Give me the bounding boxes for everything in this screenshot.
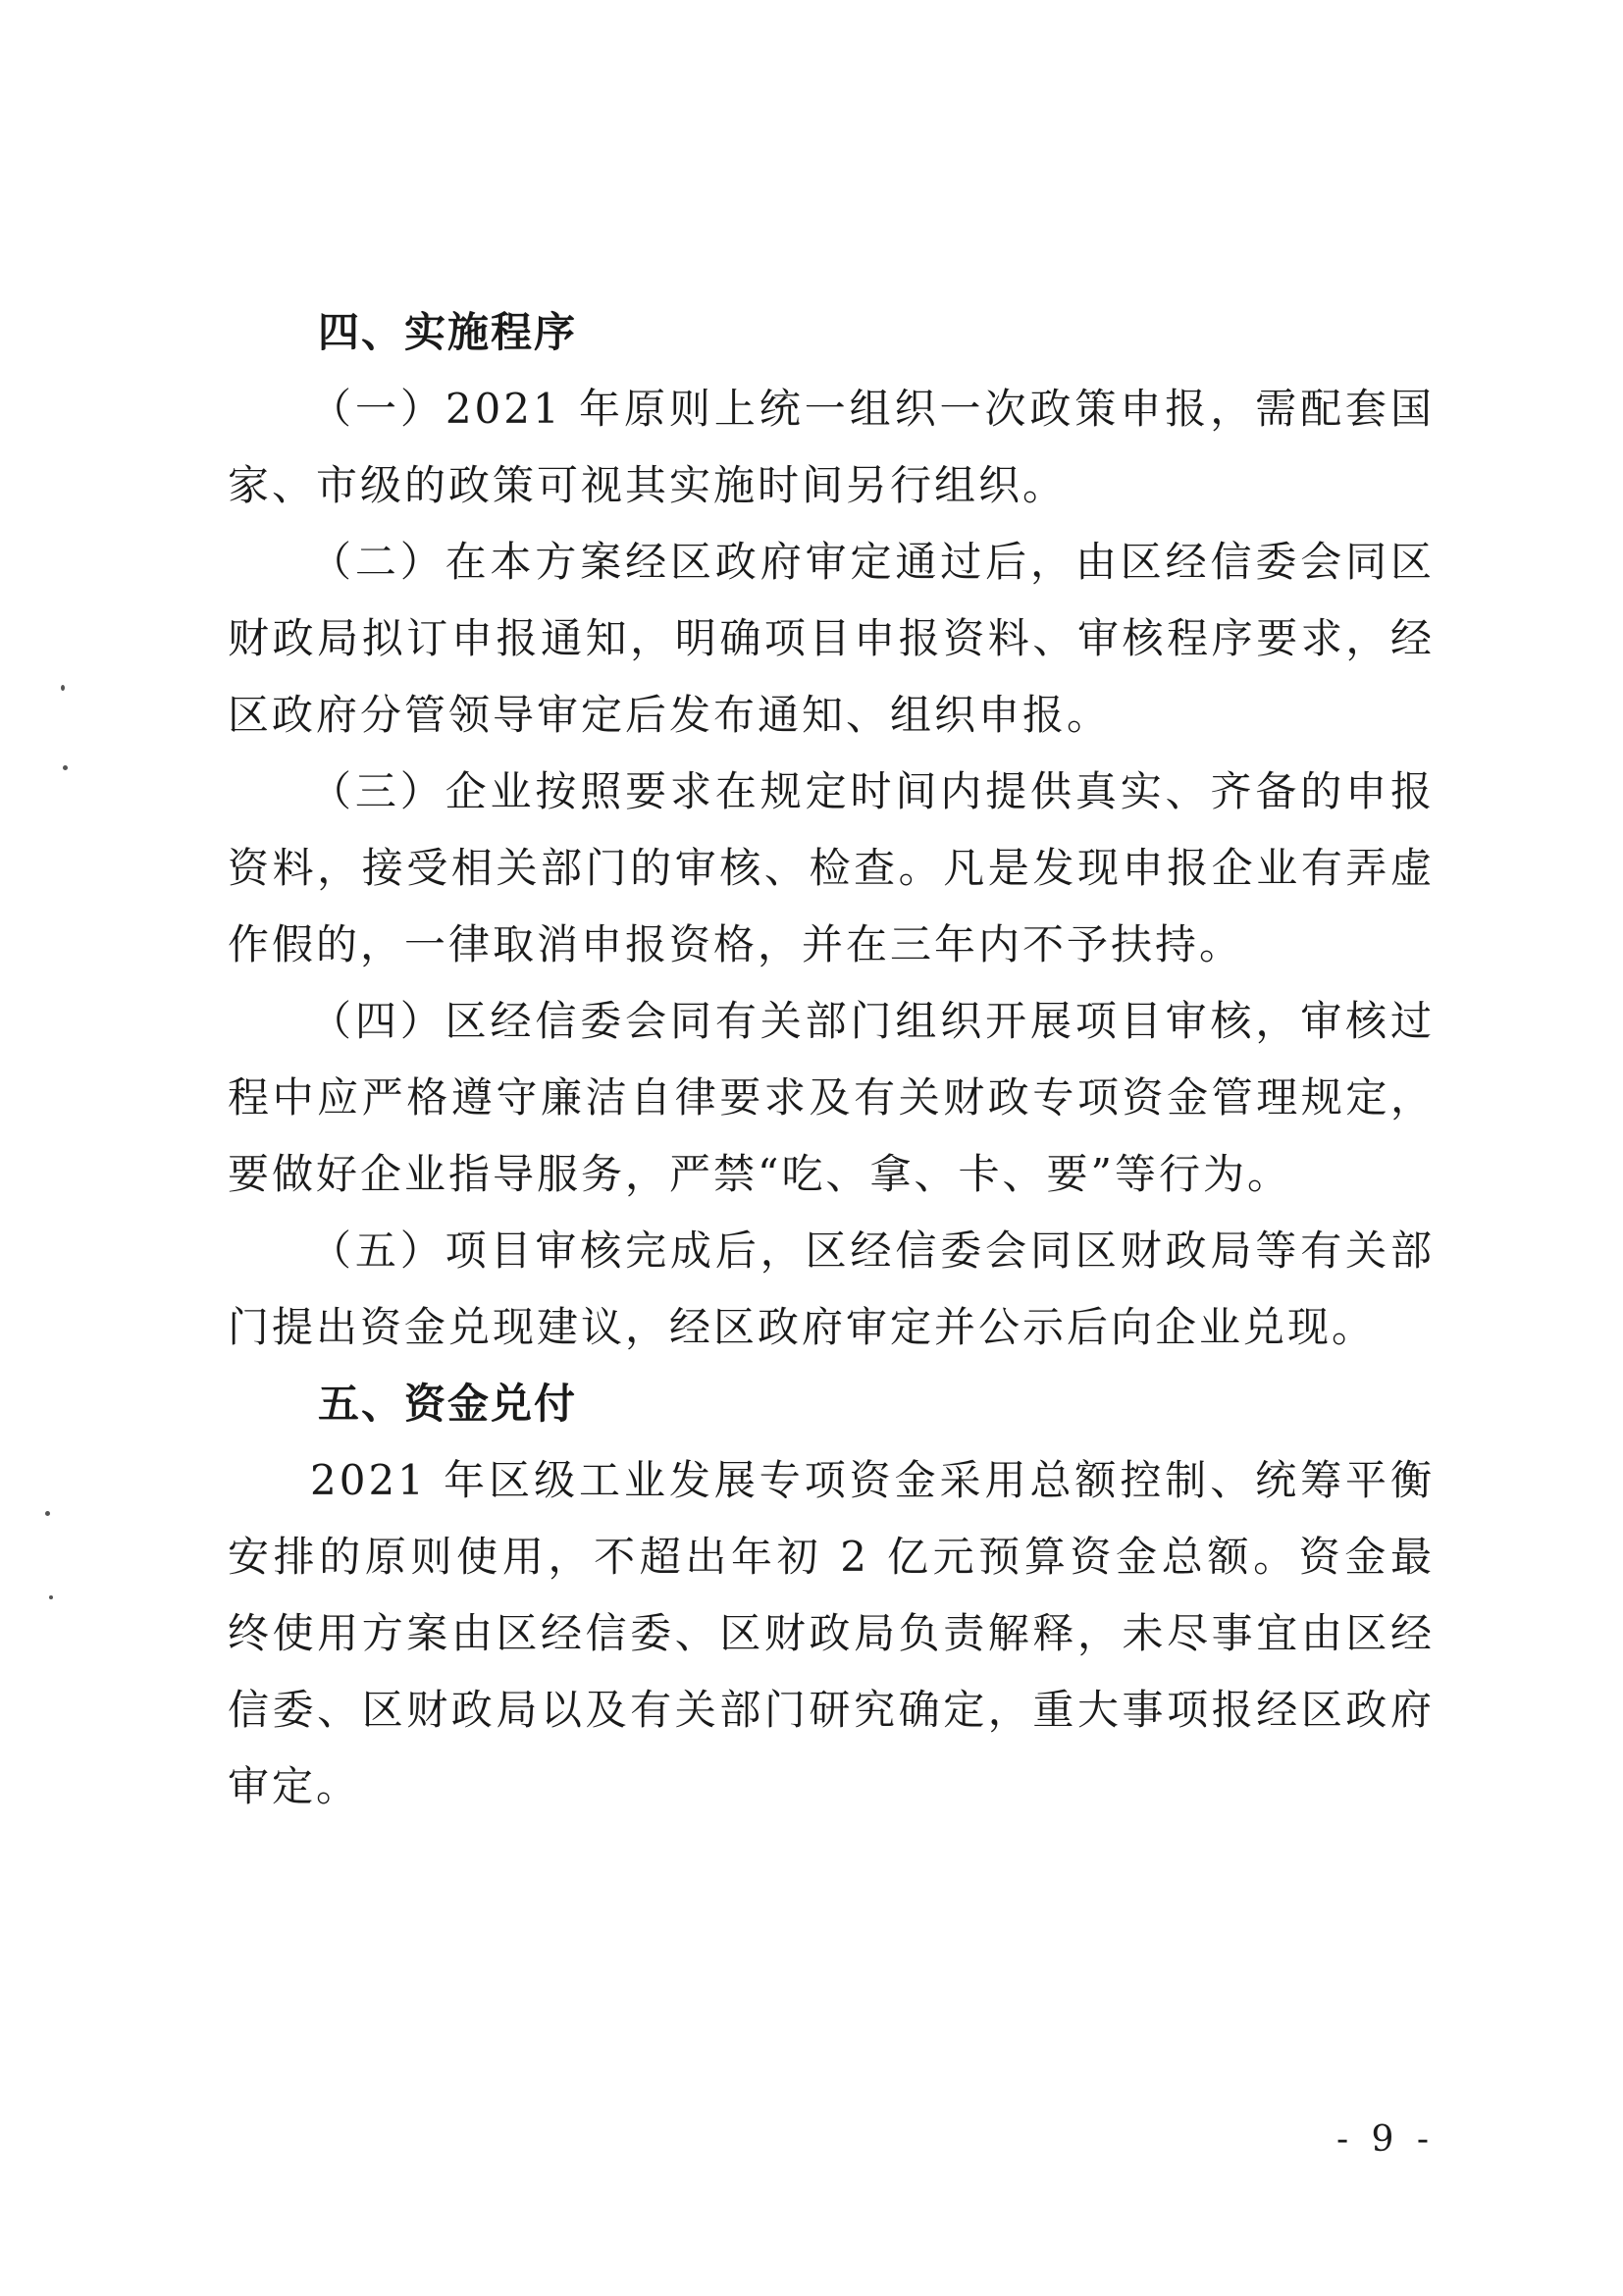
paragraph: （三）企业按照要求在规定时间内提供真实、齐备的申报资料，接受相关部门的审核、检查。凡是发现申报企业有弄虚作假的，一律取消申报资格，并在三年内不予扶持。 bbox=[228, 767, 1435, 968]
section-heading-implementation: 四、实施程序 bbox=[318, 308, 578, 356]
scan-speck bbox=[49, 1595, 53, 1599]
paragraph: （五）项目审核完成后，区经信委会同区财政局等有关部门提出资金兑现建议，经区政府审定并公示后向企业兑现。 bbox=[228, 1226, 1435, 1351]
paragraph: （二）在本方案经区政府审定通过后，由区经信委会同区财政局拟订申报通知，明确项目申报资料、审核程序要求，经区政府分管领导审定后发布通知、组织申报。 bbox=[228, 538, 1435, 739]
paragraph: （一）2021 年原则上统一组织一次政策申报，需配套国家、市级的政策可视其实施时间另行组织。 bbox=[228, 385, 1435, 509]
page-number: - 9 - bbox=[1335, 2119, 1436, 2160]
scan-speck bbox=[45, 1511, 50, 1516]
section-heading-funding: 五、资金兑付 bbox=[318, 1380, 578, 1428]
paragraph: （四）区经信委会同有关部门组织开展项目审核，审核过程中应严格遵守廉洁自律要求及有关财政专项资金管理规定，要做好企业指导服务，严禁“吃、拿、卡、要”等行为。 bbox=[228, 997, 1435, 1198]
paragraph: 2021 年区级工业发展专项资金采用总额控制、统筹平衡安排的原则使用，不超出年初 2 亿元预算资金总额。资金最终使用方案由区经信委、区财政局负责解释，未尽事宜由区经信委、区财政局以及有关部门研究确定，重大事项报经区政府审定。 bbox=[228, 1456, 1435, 1810]
document-body bbox=[228, 294, 1435, 1825]
scan-speck bbox=[61, 685, 65, 691]
scan-speck bbox=[63, 765, 68, 770]
